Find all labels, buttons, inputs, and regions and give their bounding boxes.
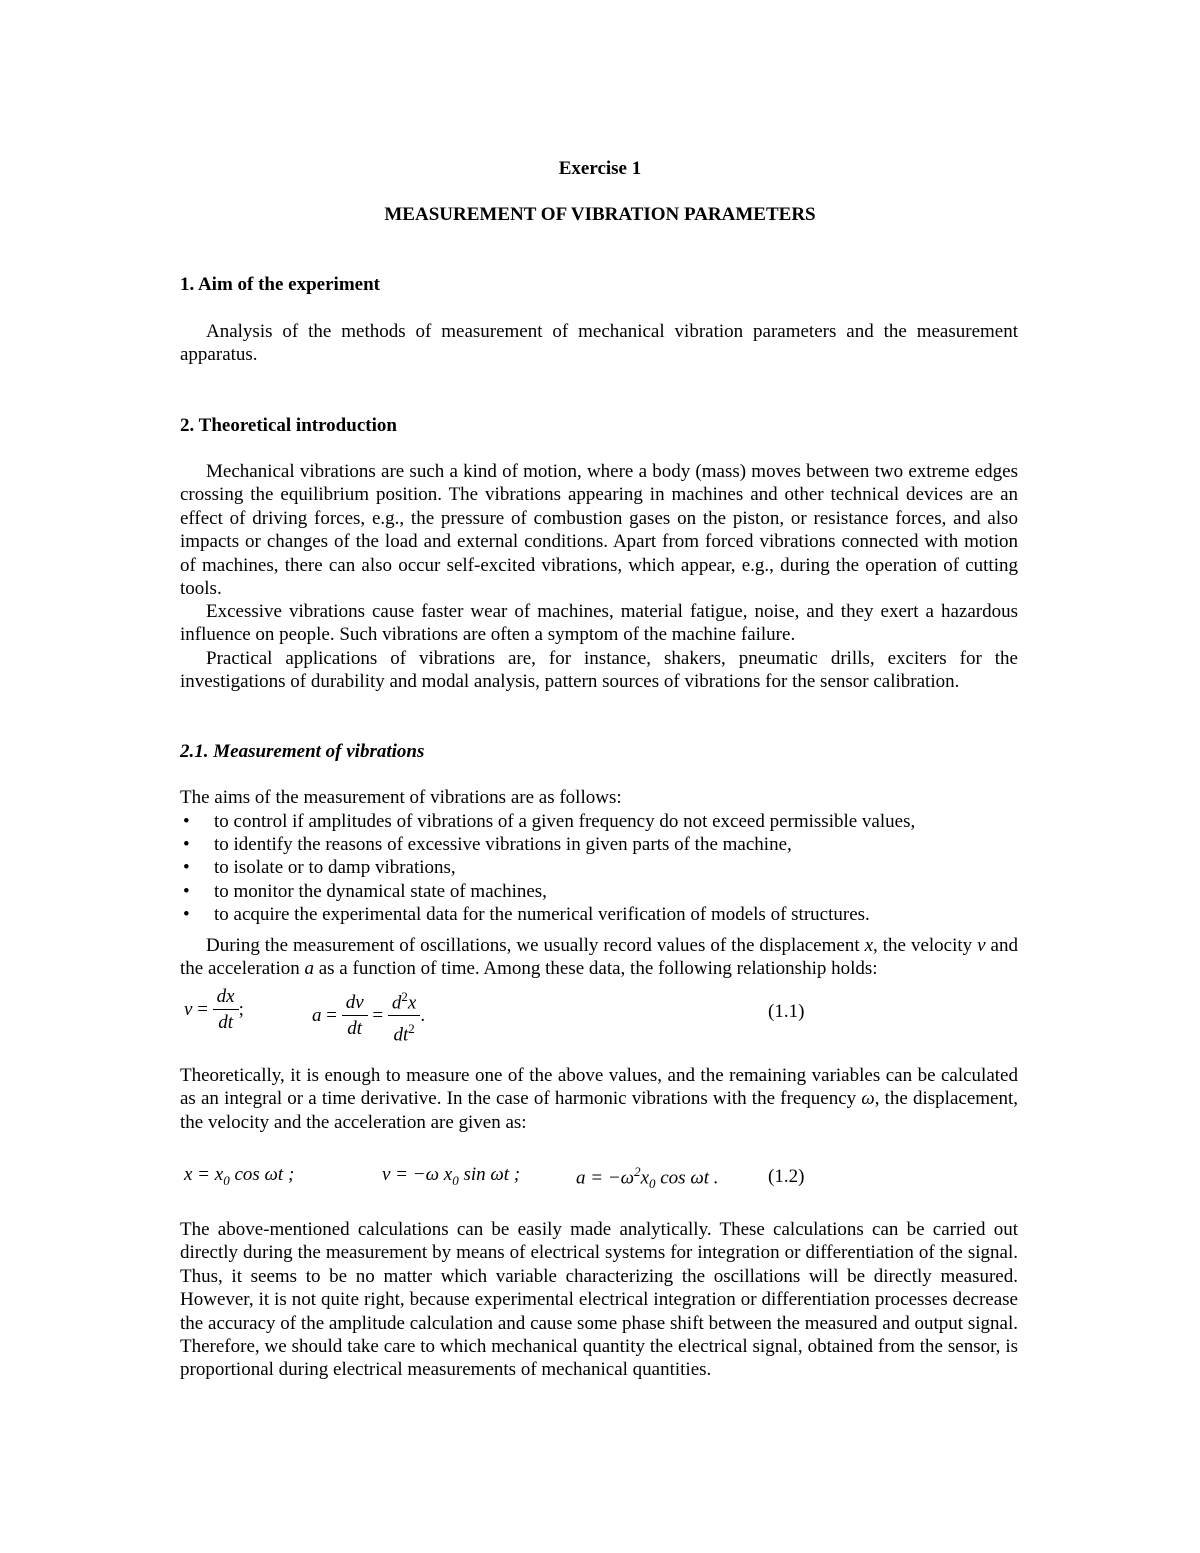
measurement-paragraph: During the measurement of oscillations, we usually record values of the displacement x, the velocity v and the acceleration a as a function of time. Among these data, the following relationship holds: xyxy=(180,935,1018,980)
equation-1-2-acceleration: $a = -\omega^2x_0$ cos ωt . xyxy=(576,1164,719,1192)
aims-intro: The aims of the measurement of vibrations are as follows: xyxy=(180,787,622,808)
section-1-text: Analysis of the methods of measurement of mechanical vibration parameters and the measurement apparatus. xyxy=(180,321,1018,366)
aims-list xyxy=(180,810,1020,926)
section-2-paragraph-2: Excessive vibrations cause faster wear of machines, material fatigue, noise, and they exert a hazardous influence on people. Such vibrations are often a symptom of the machine failure. xyxy=(180,601,1018,646)
equation-1-1-acceleration: a = $\frac{dv}{dt}$ = $\frac{d^2x}{dt^2}$ . xyxy=(312,985,425,1045)
list-item: • to acquire the experimental data for the numerical verification of models of structures. xyxy=(183,903,870,925)
equation-1-1-label: (1.1) xyxy=(768,1001,805,1022)
final-paragraph: The above-mentioned calculations can be easily made analytically. These calculations can be carried out directly during the measurement by means of electrical systems for integration or differentiation of the signal. Thus, it seems to be no matter which variable characterizing the oscillations will be directly measured. However, it is not quite right, because experimental electrical integration or differentiation processes decrease the accuracy of the amplitude calculation and cause some phase shift between the measured and output signal. Therefore, we should take care to which mechanical quantity the electrical signal, obtained from the sensor, is proportional during electrical measurements of mechanical quantities. xyxy=(180,1219,1018,1381)
equation-1-2-displacement: $x = x_0$ cos ωt ; xyxy=(184,1164,295,1188)
bullet-icon: • xyxy=(183,834,190,856)
bullet-icon: • xyxy=(183,857,190,879)
section-1-heading: 1. Aim of the experiment xyxy=(180,274,380,295)
section-2-paragraph-1: Mechanical vibrations are such a kind of motion, where a body (mass) moves between two extreme edges crossing the equilibrium position. The vibrations appearing in machines and other technical devices are an effect of driving forces, e.g., the pressure of combustion gases on the piston, or resistance forces, and also impacts or changes of the load and external conditions. Apart from forced vibrations connected with motion of machines, there can also occur self-excited vibrations, which appear, e.g., during the operation of cutting tools. xyxy=(180,461,1018,600)
page-title: MEASUREMENT OF VIBRATION PARAMETERS xyxy=(384,204,816,225)
equation-1-1: v = $\frac{dx}{dt}$ ; xyxy=(184,986,244,1033)
list-item: • to monitor the dynamical state of machines, xyxy=(183,880,547,902)
bullet-icon: • xyxy=(183,811,190,832)
section-2-1-heading: 2.1. Measurement of vibrations xyxy=(180,741,425,762)
list-item: • to isolate or to damp vibrations, xyxy=(183,857,456,879)
section-2-paragraph-3: Practical applications of vibrations are, for instance, shakers, pneumatic drills, exciters for the investigations of durability and modal analysis, pattern sources of vibrations for the sensor calibration. xyxy=(180,648,1018,693)
exercise-label: Exercise 1 xyxy=(558,158,642,179)
bullet-icon: • xyxy=(183,880,190,902)
list-item: • to identify the reasons of excessive vibrations in given parts of the machine, xyxy=(183,834,792,856)
theory-paragraph: Theoretically, it is enough to measure one of the above values, and the remaining variables can be calculated as an integral or a time derivative. In the case of harmonic vibrations with the frequency ω, the displacement, the velocity and the acceleration are given as: xyxy=(180,1065,1018,1133)
equation-1-2-label: (1.2) xyxy=(768,1166,805,1187)
equation-1-2-velocity: v = −ω $x_0$ sin ωt ; xyxy=(382,1164,521,1188)
bullet-icon: • xyxy=(183,903,190,925)
list-item: • to control if amplitudes of vibrations of a given frequency do not exceed permissible values, xyxy=(183,811,916,832)
section-2-heading: 2. Theoretical introduction xyxy=(180,415,397,436)
